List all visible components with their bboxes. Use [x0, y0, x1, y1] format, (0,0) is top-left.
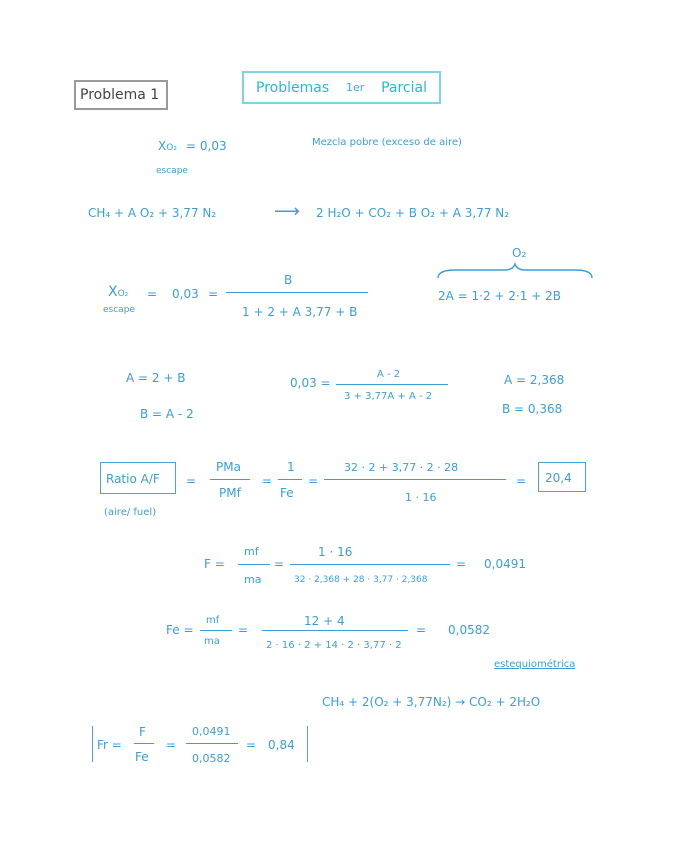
fe-bar2 — [262, 630, 408, 631]
fr-num2: 0,0491 — [192, 725, 231, 738]
fr-eq2: = — [166, 738, 177, 752]
ratio-eq2: = — [262, 474, 273, 488]
ratio-bar3 — [324, 479, 506, 480]
f-num1: mf — [244, 545, 259, 558]
fe-den1: ma — [204, 636, 220, 647]
mid-fraction-bar — [336, 384, 448, 385]
xo2-eq2: = — [208, 287, 219, 301]
fe-num2: 12 + 4 — [304, 614, 345, 628]
mid-denominator: 3 + 3,77A + A - 2 — [344, 391, 433, 402]
f-bar2 — [290, 564, 450, 565]
ratio-sub: (aire/ fuel) — [104, 507, 157, 518]
ratio-eq3: = — [308, 474, 319, 488]
xo2-value: = 0,03 — [186, 139, 227, 153]
ratio-eq4: = — [516, 474, 527, 488]
f-result: 0,0491 — [484, 557, 526, 571]
fe-lhs: Fe = — [166, 623, 194, 637]
ratio-num3: 32 · 2 + 3,77 · 2 · 28 — [344, 461, 459, 474]
fr-den2: 0,0582 — [192, 752, 231, 765]
header-left: Problemas — [256, 79, 330, 96]
ratio-den1: PMf — [219, 486, 241, 500]
fr-eq3: = — [246, 738, 257, 752]
o2-brace-label: O₂ — [512, 246, 527, 260]
problem-title-box — [74, 80, 168, 110]
fe-eq3: = — [416, 623, 427, 637]
header-right: Parcial — [381, 79, 427, 96]
ratio-label: Ratio A/F — [106, 472, 160, 486]
ratio-den2: Fe — [280, 486, 294, 500]
xo2-value-2: 0,03 — [172, 287, 199, 301]
fr-result: 0,84 — [268, 738, 295, 752]
fr-bar1 — [134, 743, 154, 744]
ratio-num2: 1 — [287, 460, 295, 474]
escape-label-1: escape — [156, 166, 188, 176]
f-num2: 1 · 16 — [318, 545, 353, 559]
fe-eq2: = — [238, 623, 249, 637]
ratio-bar1 — [210, 479, 250, 480]
stoich-label: estequiométrica — [494, 659, 576, 670]
reaction-rhs: 2 H₂O + CO₂ + B O₂ + A 3,77 N₂ — [316, 206, 510, 220]
header-mid: 1er — [345, 81, 365, 94]
b-equation: B = A - 2 — [140, 407, 194, 421]
reaction-lhs: CH₄ + A O₂ + 3,77 N₂ — [88, 206, 217, 220]
f-eq2: = — [274, 557, 285, 571]
escape-label-2: escape — [103, 305, 135, 315]
header-box — [242, 71, 441, 104]
problem-title: Problema 1 — [80, 87, 160, 103]
xo2-eq1: = — [147, 287, 158, 301]
ratio-result: 20,4 — [545, 471, 572, 485]
ratio-num1: PMa — [216, 460, 241, 474]
fe-den2: 2 · 16 · 2 + 14 · 2 · 3,77 · 2 — [266, 640, 402, 651]
fe-num1: mf — [206, 615, 220, 626]
xo2-denominator: 1 + 2 + A 3,77 + B — [242, 305, 358, 319]
fr-lhs: Fr = — [97, 738, 122, 752]
stoich-reaction: CH₄ + 2(O₂ + 3,77N₂) → CO₂ + 2H₂O — [322, 695, 541, 709]
ratio-eq1: = — [186, 474, 197, 488]
fe-result: 0,0582 — [448, 623, 490, 637]
fr-num1: F — [139, 725, 146, 739]
a-value: A = 2,368 — [504, 373, 565, 387]
reaction-arrow: ⟶ — [274, 201, 300, 222]
xo2-numerator: B — [284, 273, 293, 287]
xo2-fraction-bar — [226, 292, 368, 293]
mixture-note: Mezcla pobre (exceso de aire) — [312, 137, 462, 148]
ratio-bar2 — [278, 479, 302, 480]
fr-den1: Fe — [135, 750, 149, 764]
xo2-symbol: XO₂ — [158, 139, 177, 153]
mid-numerator: A - 2 — [377, 369, 401, 380]
f-lhs: F = — [204, 557, 225, 571]
f-eq3: = — [456, 557, 467, 571]
o2-balance-eq: 2A = 1·2 + 2·1 + 2B — [438, 289, 561, 303]
a-equation: A = 2 + B — [126, 371, 186, 385]
mid-lhs: 0,03 = — [290, 376, 331, 390]
fr-bar2 — [186, 743, 238, 744]
f-den1: ma — [244, 573, 262, 586]
f-den2: 32 · 2,368 + 28 · 3,77 · 2,368 — [294, 575, 428, 585]
f-bar1 — [238, 564, 270, 565]
fe-bar1 — [200, 630, 232, 631]
ratio-den3: 1 · 16 — [405, 491, 437, 504]
o2-brace — [435, 262, 595, 282]
b-value: B = 0,368 — [502, 402, 563, 416]
xo2-fraction-symbol: XO₂ — [108, 284, 129, 300]
